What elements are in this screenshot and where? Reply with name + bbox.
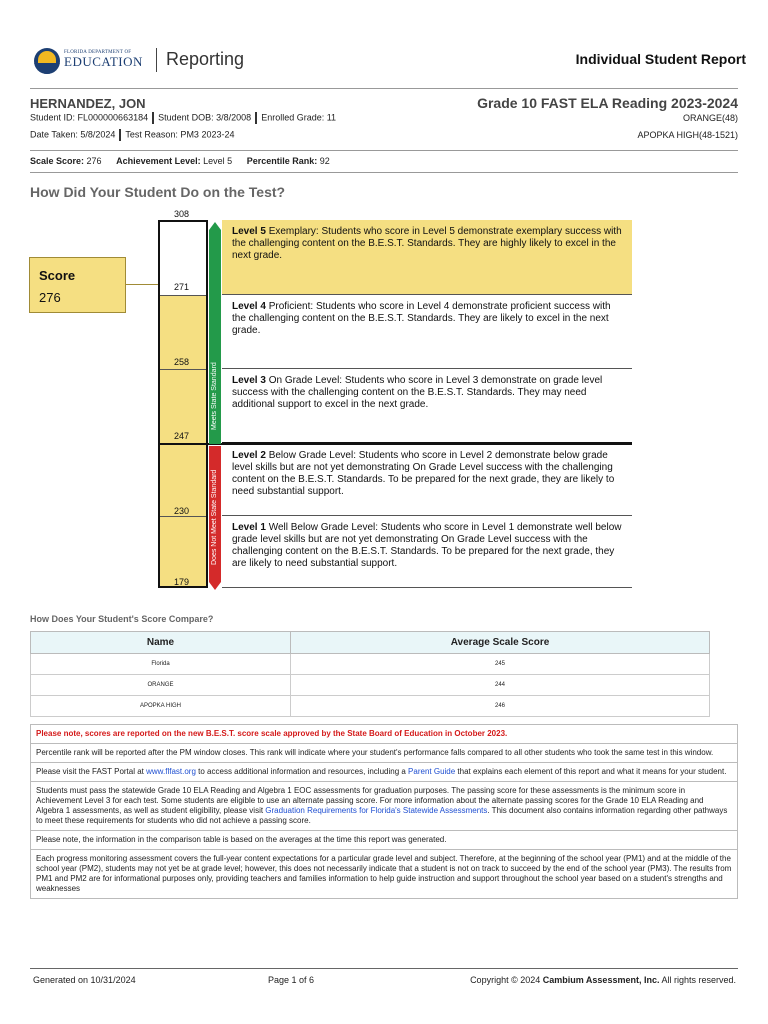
copyright: Copyright © 2024 Cambium Assessment, Inc. All rights reserved. [470,975,736,985]
level-description: Level 5 Exemplary: Students who score in Level 5 demonstrate exemplary success with the challenging content on the B.E.S.T. Standards. They are highly likely to excel in the next grade. [232,226,622,261]
test-reason: Test Reason: PM3 2023-24 [125,129,235,140]
score-summary: Scale Score: 276 Achievement Level: Level 5 Percentile Rank: 92 [30,156,330,166]
score-box [29,257,126,313]
notes [30,724,738,899]
student-name: HERNANDEZ, JON [30,96,146,111]
note-graduation: Students must pass the statewide Grade 10 ELA Reading and Algebra 1 EOC assessments for graduation purposes. The passing score for these assessments is the minimum score in Achievement Level 3 for each test. Some students are eligible to use an alternate passing score. For more information about the alternate passing scores for the Grade 10 ELA Reading and Algebra 1 assessments, as well as student eligibility, please visit Graduation Requirements for Florida's Statewide Assessments. This document also contains information regarding other pathways to meet these requirements for students who did not achieve a passing score. [30,782,738,831]
score-value: 276 [39,290,61,305]
cut-score-label: 258 [174,357,190,367]
meets-standard-label: Meets State Standard [211,362,218,430]
footer [30,968,738,988]
fldoe-logo-text: FLORIDA DEPARTMENT OF EDUCATION [64,50,143,69]
student-dob: Student DOB: 3/8/2008 [158,112,252,123]
note-percentile: Percentile rank will be reported after the PM window closes. This rank will indicate where your student's performance falls compared to all other students who took the same test in this window. [30,744,738,763]
percentile-rank: 92 [319,156,330,166]
not-meets-arrow-icon [209,582,221,590]
cut-score-label: 247 [174,431,190,441]
achievement-level: Level 5 [203,156,233,166]
info-rule [30,150,738,151]
col-header-avg: Average Scale Score [291,632,710,654]
score-pointer [126,284,158,285]
test-title: Grade 10 FAST ELA Reading 2023-2024 [477,95,738,111]
level-description: Level 4 Proficient: Students who score in Level 4 demonstrate proficient success with the challenging content on the B.E.S.T. Standards. They are likely to excel in the next grade. [232,301,611,336]
cut-score-label: 271 [174,282,190,292]
app-title: Reporting [166,49,245,69]
parent-guide-link[interactable]: Parent Guide [408,767,456,776]
compare-table [30,631,710,717]
scale-score: 276 [86,156,102,166]
logo-divider [156,48,157,72]
date-taken: Date Taken: 5/8/2024 [30,129,116,140]
meets-arrow-icon [209,222,221,230]
passing-line [158,443,632,445]
level-band [222,444,632,516]
level-band [222,369,632,444]
level-description: Level 3 On Grade Level: Students who score in Level 3 demonstrate on grade level success with the challenging content on the B.E.S.T. Standards. They may need additional support to excel in the next grade. [232,375,603,410]
test-info-line [30,129,234,141]
table-row: ORANGE 244 [31,675,710,696]
fldoe-logo-icon [34,48,60,74]
col-header-name: Name [31,632,291,654]
level-description: Level 2 Below Grade Level: Students who score in Level 2 demonstrate below grade level skills but are not yet demonstrating On Grade Level success with the challenging content on the B.E.S.T. Standards. To be prepared for the next grade, they are likely to need substantial support. [232,450,615,497]
generated-date: Generated on 10/31/2024 [33,975,136,985]
note-score-scale: Please note, scores are reported on the new B.E.S.T. score scale approved by the State Board of Education in October 2023. [30,724,738,744]
score-label: Score [39,268,76,283]
table-row: Florida 245 [31,654,710,675]
level-band [222,295,632,369]
achievement-chart [0,200,768,600]
page-number: Page 1 of 6 [268,975,315,985]
fast-portal-link[interactable]: www.flfast.org [146,767,196,776]
report-header [30,40,746,80]
cut-score-label: 230 [174,506,190,516]
district: ORANGE(48) [682,113,738,123]
school: APOPKA HIGH(48-1521) [637,130,738,140]
compare-title: How Does Your Student's Score Compare? [30,614,214,624]
not-meets-standard-label: Does Not Meet State Standard [211,469,218,565]
level-band [222,516,632,588]
level-band [222,220,632,295]
enrolled-grade: Enrolled Grade: 11 [261,112,337,123]
report-title: Individual Student Report [575,51,746,67]
note-portal: Please visit the FAST Portal at www.flfast.org to access additional information and resources, including a Parent Guide that explains each element of this report and what it means for your student. [30,763,738,782]
cut-score-label: 179 [174,577,190,587]
header-rule [30,88,738,89]
table-row: APOPKA HIGH 246 [31,696,710,717]
section-title: How Did Your Student Do on the Test? [30,184,286,200]
cut-score-label: 308 [174,209,190,219]
student-info-line [30,112,336,124]
level-description: Level 1 Well Below Grade Level: Students who score in Level 1 demonstrate well below grade level skills but are not yet demonstrating On Grade Level success with the challenging content on the B.E.S.T. Standards. To be prepared for the next grade, they are likely to need substantial support. [232,522,622,569]
note-comparison: Please note, the information in the comparison table is based on the averages at the time this report was generated. [30,831,738,850]
level-column-frame [158,220,208,588]
note-progress-monitoring: Each progress monitoring assessment covers the full-year content expectations for a particular grade level and subject. Therefore, at the beginning of the school year (PM1) and at the middle of the school year (PM2), students may not yet be at grade level; however, this does not necessarily indicate that a student is not on track to succeed by the end of the school year (PM3). The results from PM1 and PM2 are for informational purposes only, providing teachers and families information to help guide instruction and support throughout the school year based on a student's strengths and weaknesses [30,850,738,899]
graduation-requirements-link[interactable]: Graduation Requirements for Florida's Statewide Assessments [265,806,488,815]
student-id: Student ID: FL000000663184 [30,112,149,123]
score-rule [30,172,738,173]
